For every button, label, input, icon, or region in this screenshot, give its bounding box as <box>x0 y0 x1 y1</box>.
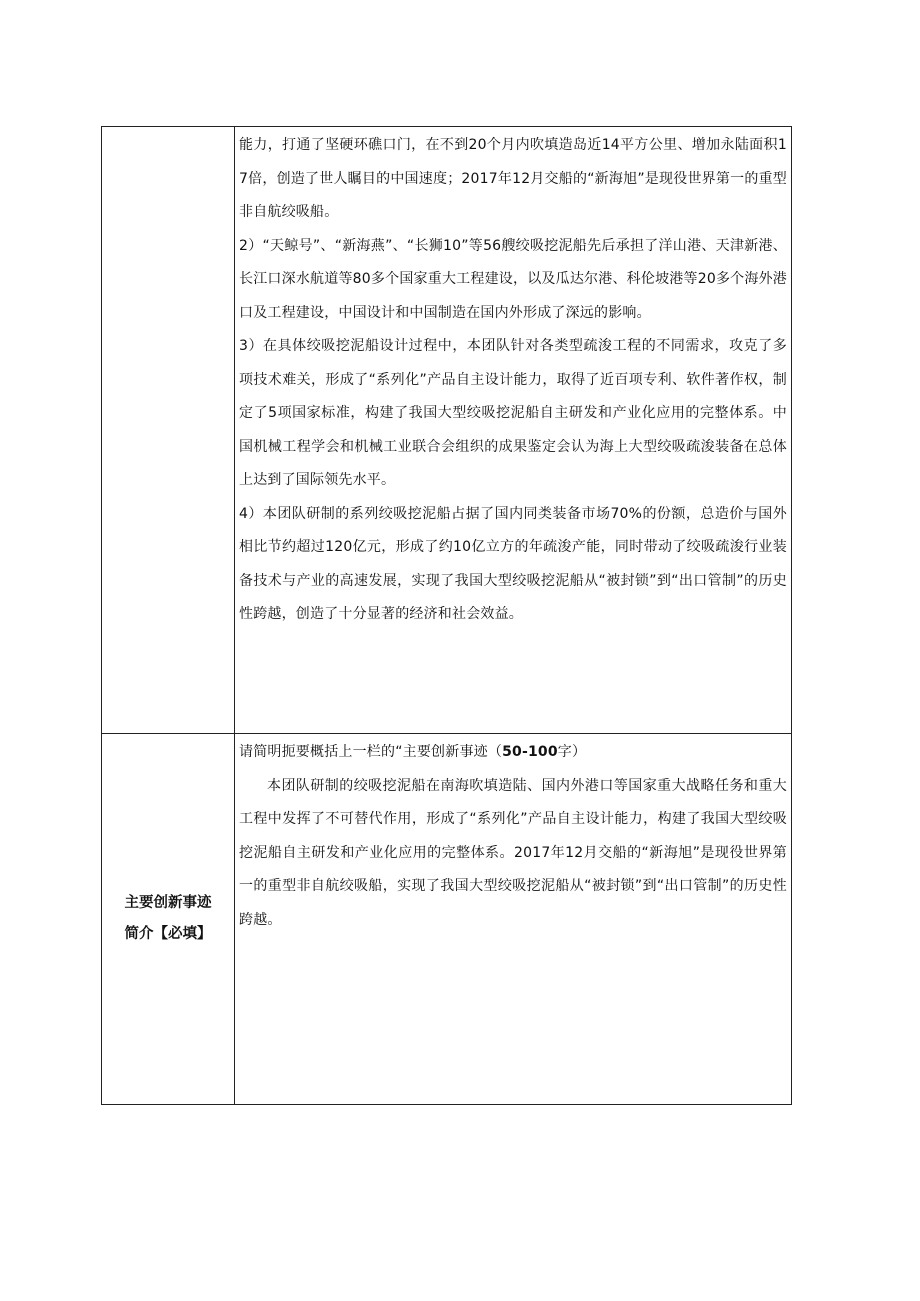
form-table <box>101 126 792 1105</box>
achievements-label-cell <box>102 127 235 734</box>
summary-text: 本团队研制的绞吸挖泥船在南海吹填造陆、国内外港口等国家重大战略任务和重大工程中发挥了不可替代作用，形成了“系列化”产品自主设计能力，构建了我国大型绞吸挖泥船自主研发和产业化应用的完整体系。2017年12月交船的“新海旭”是现役世界第一的重型非自航绞吸船，实现了我国大型绞吸挖泥船从“被封锁”到“出口管制”的历史性跨越。 <box>239 777 787 928</box>
summary-label <box>125 888 212 950</box>
achievements-content-cell[interactable] <box>235 127 792 734</box>
achievement-paragraph-4: 4）本团队研制的系列绞吸挖泥船占据了国内同类装备市场70%的份额，总造价与国外相比节约超过120亿元，形成了约10亿立方的年疏浚产能，同时带动了绞吸疏浚行业装备技术与产业的高速发展，实现了我国大型绞吸挖泥船从“被封锁”到“出口管制”的历史性跨越，创造了十分显著的经济和社会效益。 <box>239 505 787 622</box>
summary-prompt-suffix: 字） <box>557 744 587 760</box>
achievement-paragraph-2: 2）“天鲸号”、“新海燕”、“长狮10”等56艘绞吸挖泥船先后承担了洋山港、天津新港、长江口深水航道等80多个国家重大工程建设，以及瓜达尔港、科伦坡港等20多个海外港口及工程建设，中国设计和中国制造在国内外形成了深远的影响。 <box>239 237 787 321</box>
summary-content-cell[interactable] <box>235 734 792 1105</box>
achievement-paragraph-1: 能力，打通了坚硬环礁口门，在不到20个月内吹填造岛近14平方公里、增加永陆面积17倍，创造了世人瞩目的中国速度；2017年12月交船的“新海旭”是现役世界第一的重型非自航绞吸船。 <box>239 137 787 220</box>
summary-label-line1: 主要创新事迹 <box>124 895 212 911</box>
achievement-paragraph-3: 3）在具体绞吸挖泥船设计过程中，本团队针对各类型疏浚工程的不同需求，攻克了多项技术难关，形成了“系列化”产品自主设计能力，取得了近百项专利、软件著作权，制定了5项国家标准，构建了我国大型绞吸挖泥船自主研发和产业化应用的完整体系。中国机械工程学会和机械工业联合会组织的成果鉴定会认为海上大型绞吸疏浚装备在总体上达到了国际领先水平。 <box>239 338 787 488</box>
summary-label-line2: 简介【必填】 <box>124 926 212 942</box>
summary-content <box>235 734 791 937</box>
summary-prompt-count: 50-100 <box>502 744 558 760</box>
summary-label-cell <box>102 734 235 1105</box>
achievements-content <box>235 127 791 632</box>
summary-row <box>102 734 792 1105</box>
achievements-row <box>102 127 792 734</box>
summary-prompt <box>239 736 787 770</box>
summary-prompt-prefix: 请简明扼要概括上一栏的“主要创新事迹（ <box>239 744 503 760</box>
